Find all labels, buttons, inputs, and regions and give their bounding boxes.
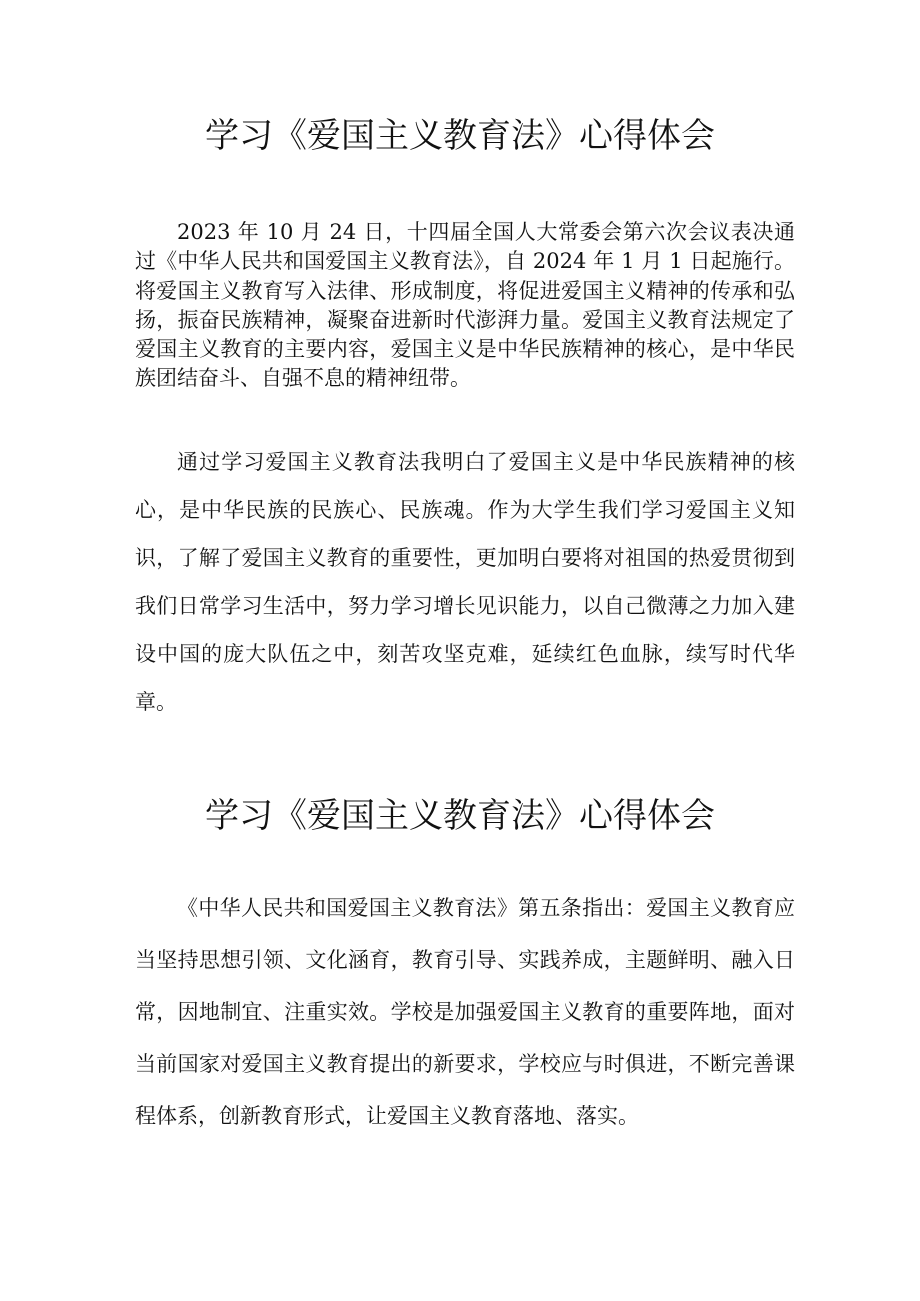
section-2-paragraph-1: 《中华人民共和国爱国主义教育法》第五条指出：爱国主义教育应当坚持思想引领、文化涵育，教育引导、实践养成，主题鲜明、融入日常，因地制宜、注重实效。学校是加强爱国主义教育的重要阵地，面对当前国家对爱国主义教育提出的新要求，学校应与时俱进，不断完善课程体系，创新教育形式，让爱国主义教育落地、落实。 (135, 896, 795, 1128)
section-1-title: 学习《爱国主义教育法》心得体会 (205, 116, 715, 156)
section-1-paragraph-1: 2023 年 10 月 24 日，十四届全国人大常委会第六次会议表决通过《中华人民共和国爱国主义教育法》，自 2024 年 1 月 1 日起施行。将爱国主义教育写入法律、形成制度，将促进爱国主义精神的传承和弘扬，振奋民族精神，凝聚奋进新时代澎湃力量。爱国主义教育法规定了爱国主义教育的主要内容，爱国主义是中华民族精神的核心，是中华民族团结奋斗、自强不息的精神纽带。 (135, 220, 795, 391)
section-2-title: 学习《爱国主义教育法》心得体会 (205, 796, 715, 836)
section-1-paragraph-2: 通过学习爱国主义教育法我明白了爱国主义是中华民族精神的核心，是中华民族的民族心、民族魂。作为大学生我们学习爱国主义知识，了解了爱国主义教育的重要性，更加明白要将对祖国的热爱贯彻到我们日常学习生活中，努力学习增长见识能力，以自己微薄之力加入建设中国的庞大队伍之中，刻苦攻坚克难，延续红色血脉，续写时代华章。 (135, 450, 795, 714)
